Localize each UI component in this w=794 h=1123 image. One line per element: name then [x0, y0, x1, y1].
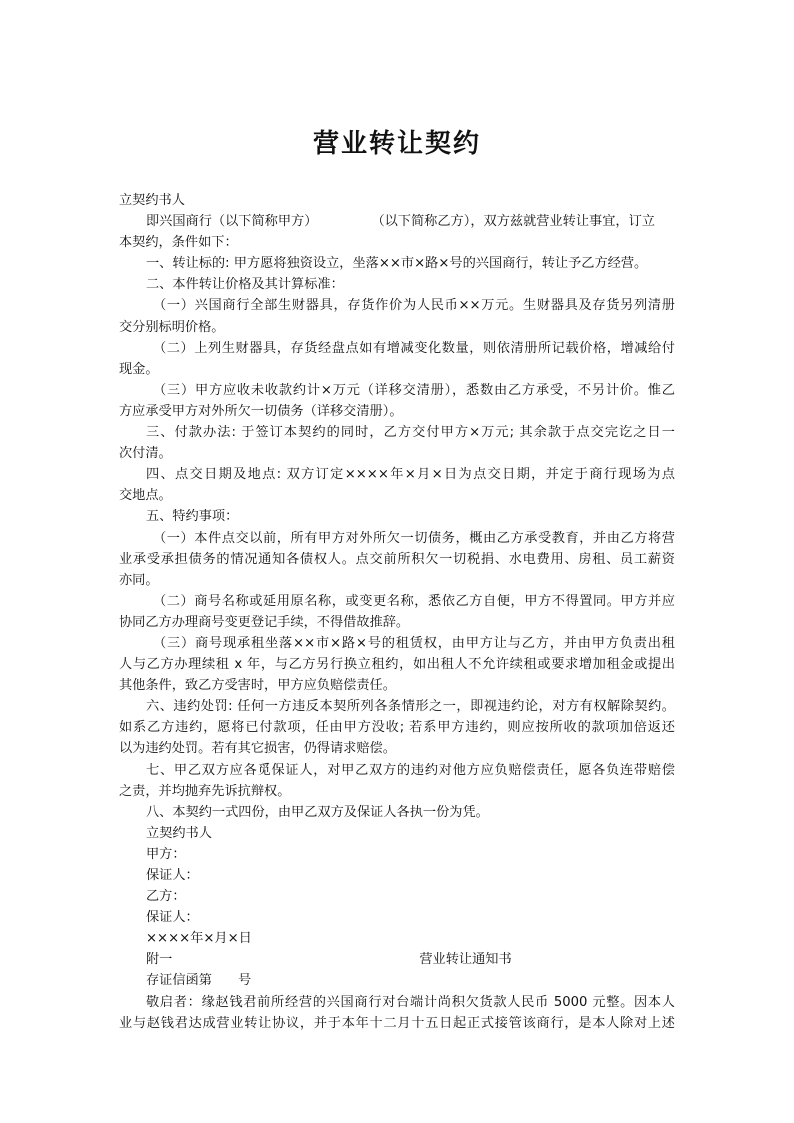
clause-1: 一、转让标的: 甲方愿将独资设立，坐落××市×路×号的兴国商行，转让予乙方经营。	[146, 256, 648, 272]
appendix-body: 业与赵钱君达成营业转让协议，并于本年十二月十五日起正式接管该商行，是本人除对上述	[119, 1015, 675, 1031]
signature-guarantor-b: 保证人：	[146, 910, 199, 926]
appendix-reference: 存证信函第 号	[146, 973, 252, 989]
contract-intro-line: 本契约，条件如下：	[119, 235, 238, 251]
clause-4: 交地点。	[119, 488, 172, 504]
clause-6: 以为违约处罚。若有其它损害，仍得请求赔偿。	[119, 741, 396, 757]
clause-7: 七、甲乙双方应各觅保证人，对甲乙双方的违约对他方应负赔偿责任，愿各负连带赔偿	[146, 762, 675, 778]
clause-5-1: 亦同。	[119, 572, 159, 588]
signature-party-a: 甲方：	[146, 846, 186, 862]
clause-2-1: （一）兴国商行全部生财器具，存货作价为人民币××万元。生财器具及存货另列清册	[153, 298, 675, 314]
clause-5-3: 人与乙方办理续租 x 年，与乙方另行换立租约，如出租人不允许续租或要求增加租金或提出	[119, 657, 675, 673]
clause-5-1: 业承受承担债务的情况通知各债权人。点交前所积欠一切税捐、水电费用、房租、员工薪资	[119, 551, 675, 567]
signature-party-b: 乙方：	[146, 889, 186, 905]
appendix-heading	[119, 949, 675, 970]
contract-party-heading: 立契约书人	[119, 193, 185, 208]
clause-5-3: 其他条件，致乙方受害时，甲方应负赔偿责任。	[119, 678, 396, 694]
clause-2: 二、本件转让价格及其计算标准：	[146, 277, 344, 293]
clause-7: 之责，并均抛弃先诉抗辩权。	[119, 783, 291, 799]
clause-2-1: 交分别标明价格。	[119, 319, 225, 335]
clause-8: 八、本契约一式四份，由甲乙双方及保证人各执一份为凭。	[146, 804, 489, 820]
clause-5-3: （三）商号现承租坐落××市×路×号的租赁权，由甲方让与乙方，并由甲方负责出租	[153, 635, 675, 651]
clause-5: 五、特约事项：	[146, 509, 239, 525]
appendix-title: 营业转让通知书	[419, 952, 512, 968]
clause-5-2: 协同乙方办理商号变更登记手续，不得借故推辞。	[119, 614, 410, 630]
contract-body	[119, 190, 675, 1034]
clause-3: 次付清。	[119, 446, 172, 462]
appendix-body: 敬启者：缘赵钱君前所经营的兴国商行对台端计尚积欠货款人民币 5000 元整。因本人	[146, 994, 675, 1010]
clause-3: 三、付款办法: 于签订本契约的同时，乙方交付甲方×万元; 其余款于点交完讫之日一	[146, 425, 675, 441]
signature-heading: 立契约书人	[146, 825, 212, 841]
document-title: 营业转让契约	[312, 129, 481, 159]
clause-5-2: （二）商号名称或延用原名称，或变更名称，悉依乙方自便，甲方不得置同。甲方并应	[153, 593, 675, 609]
clause-2-2: 现金。	[119, 361, 159, 377]
contract-intro-line: 即兴国商行（以下简称甲方） （以下简称乙方），双方兹就营业转让事宜，订立	[146, 214, 655, 230]
clause-6: 如系乙方违约，愿将已付款项，任由甲方没收; 若系甲方违约，则应按所收的款项加倍返还	[119, 720, 675, 736]
clause-2-3: 方应承受甲方对外所欠一切债务（详移交清册）。	[119, 403, 403, 419]
signature-date: ××××年×月×日	[146, 931, 252, 947]
appendix-label: 附一	[146, 952, 173, 968]
clause-4: 四、点交日期及地点: 双方订定××××年×月×日为点交日期，并定于商行现场为点	[146, 467, 675, 483]
clause-2-3: （三）甲方应收未收款约计×万元（详移交清册），悉数由乙方承受，不另计价。惟乙	[153, 382, 675, 398]
signature-guarantor-a: 保证人：	[146, 868, 199, 883]
clause-2-2: （二）上列生财器具，存货经盘点如有增减变化数量，则依清册所记载价格，增减给付	[153, 340, 675, 356]
clause-5-1: （一）本件点交以前，所有甲方对外所欠一切债务，概由乙方承受教育，并由乙方将营	[153, 530, 675, 546]
clause-6: 六、违约处罚: 任何一方违反本契所列各条情形之一，即视违约论，对方有权解除契约。	[146, 699, 675, 715]
